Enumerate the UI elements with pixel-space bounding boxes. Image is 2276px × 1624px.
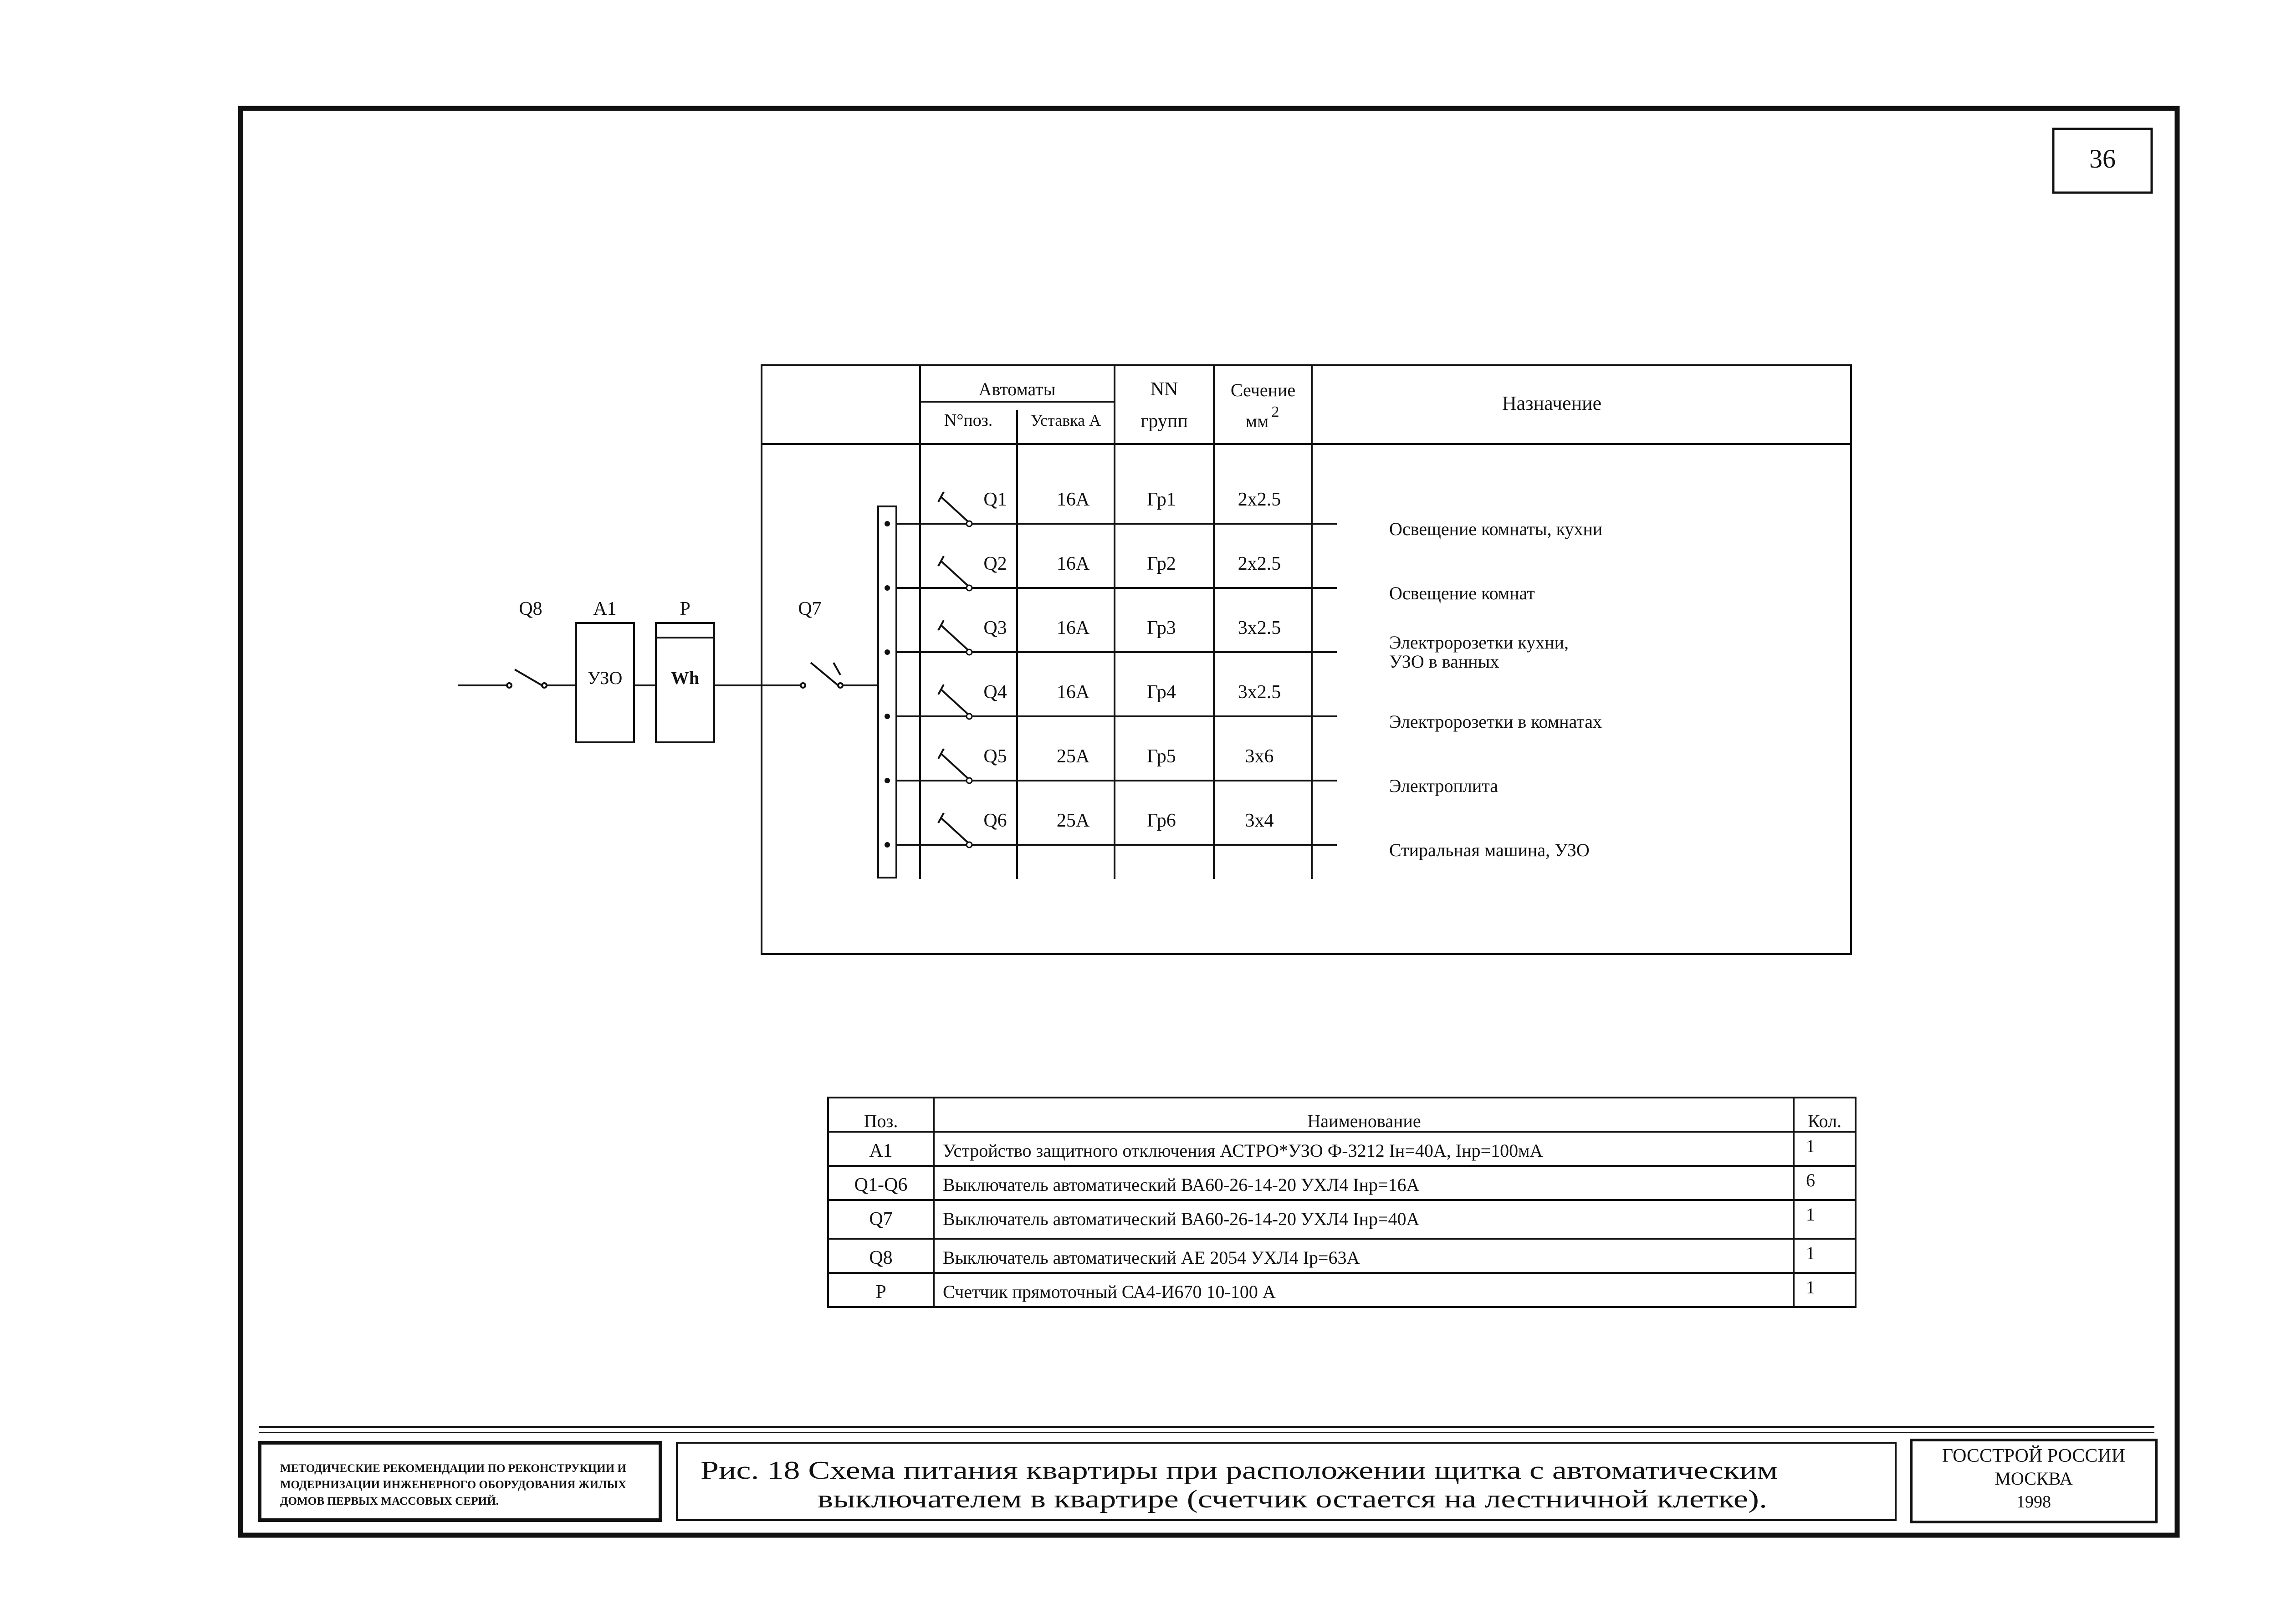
wh-label: Wh <box>670 668 700 688</box>
circuit-purpose: Стиральная машина, УЗО <box>1389 840 1590 860</box>
breaker-pos: Q4 <box>983 682 1007 703</box>
group-number: Гр1 <box>1147 489 1176 510</box>
breaker-setting: 16А <box>1056 618 1090 638</box>
breaker-terminal <box>967 521 972 526</box>
spec-header-pos: Поз. <box>864 1111 898 1131</box>
spec-row-qty: 1 <box>1806 1136 1815 1156</box>
group-number: Гр6 <box>1147 810 1176 831</box>
breaker-mark <box>938 556 944 566</box>
spec-row-qty: 6 <box>1806 1170 1815 1190</box>
label-q8: Q8 <box>519 598 542 619</box>
header-pos: N°поз. <box>944 411 993 430</box>
breaker-mark <box>938 492 944 502</box>
caption-line-2: выключателем в квартире (счетчик остается на лестничной клетке). <box>818 1485 1767 1513</box>
label-p: P <box>680 598 690 619</box>
bus-tap <box>885 842 890 848</box>
branch-circuits <box>885 489 1602 860</box>
group-number: Гр5 <box>1147 746 1176 767</box>
header-groups: групп <box>1141 411 1188 432</box>
spec-row-pos: Q7 <box>869 1209 893 1230</box>
breaker-contact <box>941 753 968 778</box>
breaker-contact <box>941 561 968 586</box>
breaker-mark <box>938 813 944 823</box>
uzo-label: УЗО <box>587 668 623 688</box>
bus-tap <box>885 585 890 591</box>
breaker-mark <box>938 684 944 695</box>
breaker-terminal <box>967 842 972 848</box>
header-section-unit: мм <box>1245 411 1269 431</box>
bus-tap <box>885 521 890 526</box>
label-q7: Q7 <box>798 598 822 619</box>
breaker-terminal <box>967 649 972 655</box>
circuit-purpose: Освещение комнат <box>1389 583 1535 603</box>
breaker-contact <box>941 689 968 714</box>
spec-row-pos: A1 <box>869 1140 893 1161</box>
cable-section: 3х2.5 <box>1238 618 1281 638</box>
circuit-purpose: Электророзетки кухни, <box>1389 632 1569 653</box>
header-section: Сечение <box>1230 380 1296 400</box>
label-a1: A1 <box>593 598 617 619</box>
feed-line <box>458 506 896 878</box>
breaker-setting: 25А <box>1056 746 1090 767</box>
bus-tap <box>885 714 890 719</box>
bus-tap <box>885 649 890 655</box>
breaker-terminal <box>967 585 972 591</box>
spec-row-qty: 1 <box>1806 1277 1815 1297</box>
spec-row-pos: Q8 <box>869 1247 893 1268</box>
spec-row-pos: P <box>875 1282 886 1302</box>
spec-rows <box>854 1136 1815 1302</box>
org-city: МОСКВА <box>1995 1468 2073 1489</box>
page-number: 36 <box>2089 144 2116 174</box>
breaker-pos: Q3 <box>983 618 1007 638</box>
spec-row-qty: 1 <box>1806 1243 1815 1263</box>
breaker-terminal <box>967 714 972 719</box>
breaker-mark <box>938 749 944 759</box>
breaker-pos: Q6 <box>983 810 1007 831</box>
cable-section: 3х2.5 <box>1238 682 1281 703</box>
bus-tap <box>885 778 890 783</box>
spec-row-name: Выключатель автоматический ВА60-26-14-20 УХЛ4 Iнр=40А <box>943 1209 1420 1229</box>
spec-row-pos: Q1-Q6 <box>854 1175 908 1195</box>
sheet-frame <box>240 108 2177 1535</box>
org-name: ГОССТРОЙ РОССИИ <box>1942 1445 2126 1466</box>
breaker-terminal <box>967 778 972 783</box>
breaker-pos: Q2 <box>983 553 1007 574</box>
caption-line-1: Рис. 18 Схема питания квартиры при расположении щитка с автоматическим <box>701 1456 1778 1485</box>
breaker-setting: 25А <box>1056 810 1090 831</box>
cable-section: 2х2.5 <box>1238 489 1281 510</box>
circuit-purpose-line-2: УЗО в ванных <box>1389 651 1499 672</box>
breaker-setting: 16А <box>1056 553 1090 574</box>
group-number: Гр4 <box>1147 682 1176 703</box>
breaker-contact <box>941 817 968 843</box>
breaker-setting: 16А <box>1056 489 1090 510</box>
title-left-line-2: МОДЕРНИЗАЦИИ ИНЖЕНЕРНОГО ОБОРУДОВАНИЯ ЖИЛЫХ <box>280 1479 626 1491</box>
spec-header-qty: Кол. <box>1807 1111 1842 1131</box>
spec-row-name: Выключатель автоматический АЕ 2054 УХЛ4 Iр=63А <box>943 1247 1360 1268</box>
breaker-mark <box>938 620 944 630</box>
cable-section: 2х2.5 <box>1238 553 1281 574</box>
title-left-line-3: ДОМОВ ПЕРВЫХ МАССОВЫХ СЕРИЙ. <box>280 1495 497 1507</box>
breaker-setting: 16А <box>1056 682 1090 703</box>
cable-section: 3х6 <box>1245 746 1274 767</box>
breaker-contact <box>941 625 968 650</box>
group-number: Гр3 <box>1147 618 1176 638</box>
circuit-table <box>762 365 1851 954</box>
spec-row-name: Счетчик прямоточный СА4-И670 10-100 А <box>943 1282 1276 1302</box>
breaker-pos: Q5 <box>983 746 1007 767</box>
header-section-exp: 2 <box>1271 403 1279 420</box>
header-nn: NN <box>1150 379 1178 400</box>
header-automats: Автоматы <box>978 379 1056 399</box>
circuit-purpose: Электророзетки в комнатах <box>1389 711 1602 732</box>
spec-row-qty: 1 <box>1806 1204 1815 1225</box>
spec-row-name: Устройство защитного отключения АСТРО*УЗО Ф-3212 Iн=40А, Iнр=100мА <box>943 1140 1543 1161</box>
org-year: 1998 <box>2016 1492 2051 1512</box>
circuit-purpose: Электроплита <box>1389 776 1498 796</box>
breaker-contact <box>941 496 968 521</box>
cable-section: 3х4 <box>1245 810 1274 831</box>
breaker-pos: Q1 <box>983 489 1007 510</box>
header-setting: Уставка А <box>1030 411 1101 429</box>
circuit-purpose: Освещение комнаты, кухни <box>1389 519 1603 539</box>
spec-header-name: Наименование <box>1307 1111 1421 1131</box>
spec-row-name: Выключатель автоматический ВА60-26-14-20 УХЛ4 Iнр=16А <box>943 1175 1420 1195</box>
group-number: Гр2 <box>1147 553 1176 574</box>
title-left-line-1: МЕТОДИЧЕСКИЕ РЕКОМЕНДАЦИИ ПО РЕКОНСТРУКЦИИ И <box>280 1462 627 1475</box>
header-purpose: Назначение <box>1502 392 1602 414</box>
